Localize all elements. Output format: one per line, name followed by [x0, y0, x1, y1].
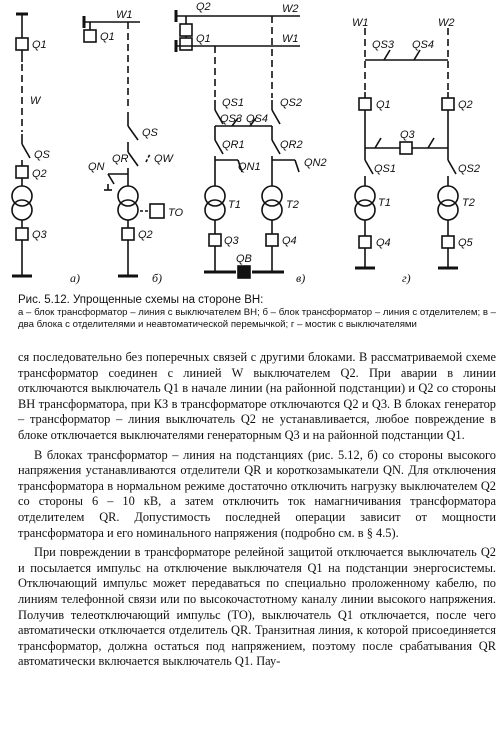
label-d-q2: Q2 [458, 99, 473, 111]
paragraph-1: ся последовательно без поперечных связей с другими блоками. В рассматриваемой схеме трансформатор соединен с линией W выключателем Q2. При аварии в линии отключаются выключатель Q1 в начале линии (на районной подстанции) и Q2 со стороны ВН трансформатора, при КЗ в трансформаторе отключаются Q2 и Q3. В блоках генератор – трансформатор – линия выключатель Q2 не устанавливается, любое повреждение в блоке отключается выключателями генераторным Q3 и на районной подстанции Q1. [18, 350, 496, 442]
label-c-q4: Q4 [282, 235, 297, 247]
panel-label-d: г) [402, 271, 411, 285]
label-d-q1: Q1 [376, 99, 391, 111]
body-text [18, 350, 496, 670]
label-d-q3: Q3 [400, 129, 415, 141]
label-b-qw: QW [154, 153, 173, 165]
label-d-w1: W1 [352, 17, 369, 29]
label-a-q3: Q3 [32, 229, 47, 241]
label-c-t1: T1 [228, 199, 241, 211]
label-a-q1: Q1 [32, 39, 47, 51]
label-b-q2: Q2 [138, 229, 153, 241]
label-c-q3: Q3 [224, 235, 239, 247]
label-c-qr1: QR1 [222, 139, 245, 151]
label-c-w2: W2 [282, 3, 299, 15]
label-d-qs4: QS4 [412, 39, 435, 51]
figure-5-12 [0, 0, 504, 292]
label-c-t2: T2 [286, 199, 299, 211]
label-c-qr2: QR2 [280, 139, 303, 151]
panel-label-c: в) [296, 271, 306, 285]
label-d-q4: Q4 [376, 237, 391, 249]
label-a-w: W [30, 95, 41, 107]
paragraph-3: При повреждении в трансформаторе релейной защитой отключается выключатель Q2 и посылается импульс на отключение выключателя Q1 на подстанции энергосистемы. Отключающий импульс может передаваться по специально проложенному кабелю, по линиям телефонной связи или по высокочастотному каналу линии высокого напряжения. Получив телеотключающий импульс (TO), выключатель Q1 отключается, после чего автоматически отключается отделитель QR. Транзитная линия, к которой присоединяется трансформатор, должна остаться под напряжением, поэтому после срабатывания QR автоматически включается выключатель Q1. Пау- [18, 545, 496, 669]
label-c-qs1: QS1 [222, 97, 245, 109]
panel-label-a: a) [70, 271, 80, 285]
label-c-qb: QB [236, 253, 252, 265]
label-c-q1: Q1 [196, 33, 211, 45]
caption-text: а – блок трансформатор – линия с выключателем ВН; б – блок трансформатор – линия с отделителем; в – два блока с отделителями и неавтоматической перемычкой; г – мостик с выключателями [18, 307, 496, 330]
label-b-qn: QN [88, 161, 105, 173]
label-b-to: TO [168, 207, 184, 219]
breaker-symbol [16, 38, 28, 50]
panel-label-b: б) [152, 271, 163, 285]
label-b-qr: QR [112, 153, 129, 165]
label-a-q2: Q2 [32, 168, 47, 180]
caption-title: Рис. 5.12. Упрощенные схемы на стороне ВН: [18, 294, 264, 306]
label-b-qs: QS [142, 127, 158, 139]
scheme-d [355, 28, 458, 268]
label-c-w1: W1 [282, 33, 299, 45]
label-d-q5: Q5 [458, 237, 473, 249]
label-d-qs2: QS2 [458, 163, 481, 175]
label-c-qs2: QS2 [280, 97, 303, 109]
paragraph-2: В блоках трансформатор – линия на подстанциях (рис. 5.12, б) со стороны высокого напряжения устанавливаются отделители QR и короткозамыкатели QN. Для отключения трансформатора в нормальном режиме достаточно отключить нагрузку выключателем Q2 со стороны 6 – 10 кВ, а затем отключить ток намагничивания трансформатора отделителем QR. Допустимость последней операции зависит от мощности трансформатора и его номинального напряжения (подробно см. в § 4.5). [18, 447, 496, 540]
label-c-q2: Q2 [196, 1, 211, 13]
scheme-a [12, 14, 32, 276]
label-d-t2: T2 [462, 197, 475, 209]
figure-caption [18, 294, 496, 331]
label-d-qs3: QS3 [372, 39, 395, 51]
label-c-qs4: QS4 [246, 113, 269, 125]
label-b-w1: W1 [116, 9, 133, 21]
label-b-q1: Q1 [100, 31, 115, 43]
label-d-w2: W2 [438, 17, 455, 29]
label-d-t1: T1 [378, 197, 391, 209]
label-d-qs1: QS1 [374, 163, 397, 175]
label-c-qn1: QN1 [238, 161, 261, 173]
label-c-qs3: QS3 [220, 113, 243, 125]
label-a-qs: QS [34, 149, 50, 161]
label-c-qn2: QN2 [304, 157, 327, 169]
